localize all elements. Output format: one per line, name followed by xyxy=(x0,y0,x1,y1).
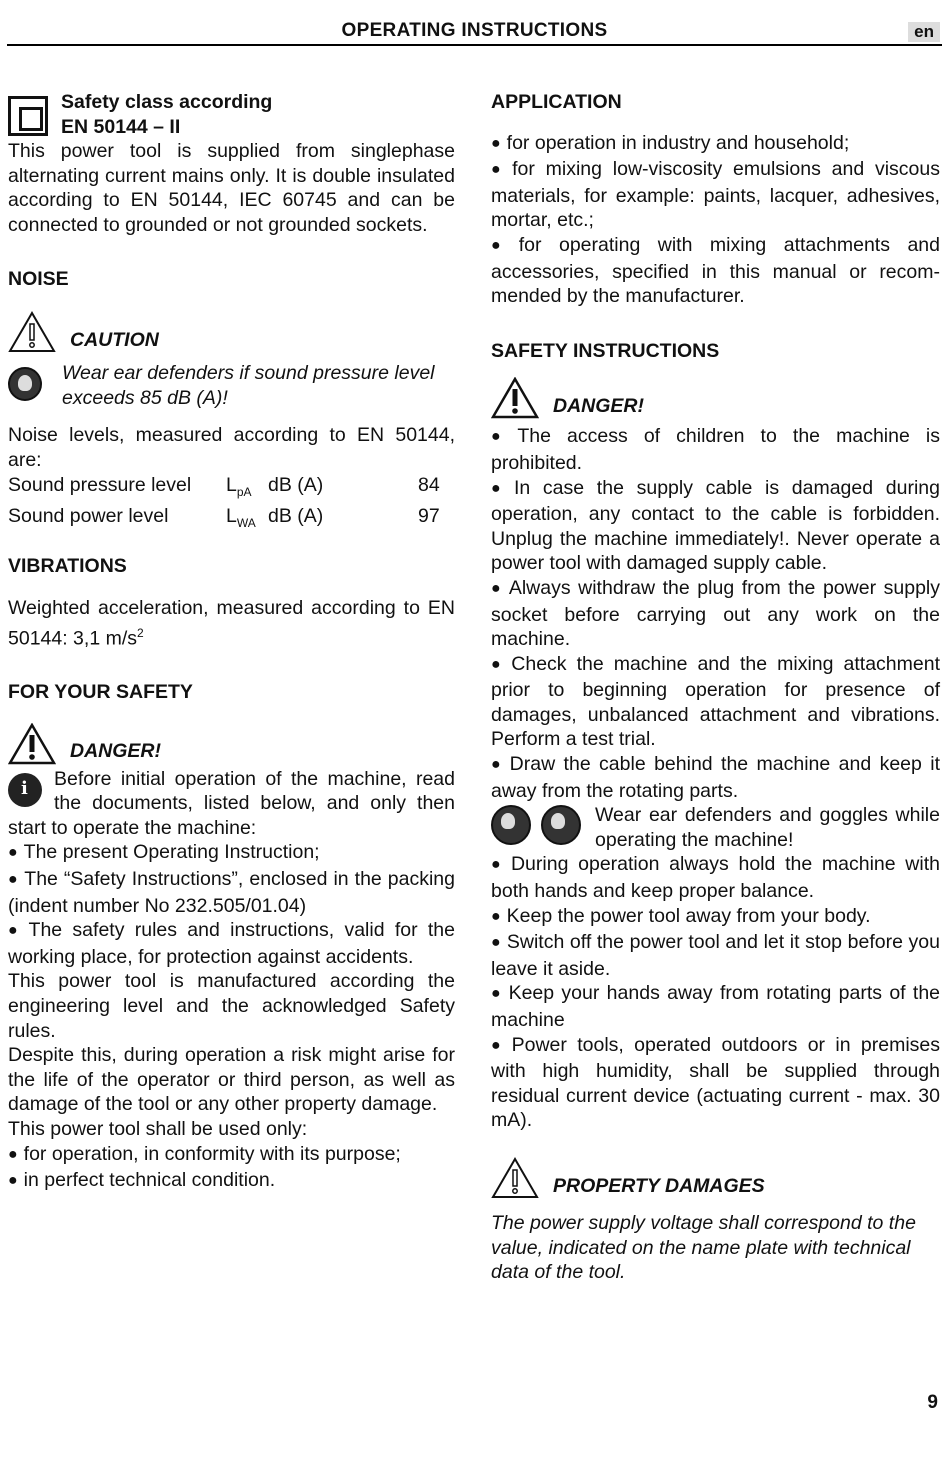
property-text: The power supply voltage shall correspond to the value, indicated on the name plate with technical data of the tool. xyxy=(491,1211,916,1284)
list-item: ● The safety rules and instructions, valid for the working place, for protection against accidents. xyxy=(8,918,455,969)
goggles-row xyxy=(491,803,940,852)
safety-class-block xyxy=(8,90,455,139)
safety-heading: FOR YOUR SAFETY xyxy=(8,681,193,703)
danger-row xyxy=(8,723,455,765)
read-docs-block xyxy=(8,767,455,841)
list-item: ● Keep the power tool away from your body. xyxy=(491,904,940,931)
measurement-value: 97 xyxy=(418,505,440,528)
safety-class-text: This power tool is supplied from singlephase alternating current mains only. It is double insulated according to EN 50144, IEC 60745 and can be connected to grounded or not grounded sockets. xyxy=(8,140,455,236)
list-item: ● Always withdraw the plug from the power supply socket before carrying out any work on the machine. xyxy=(491,576,940,652)
ear-defender-icon xyxy=(541,805,581,845)
safety-instructions-heading: SAFETY INSTRUCTIONS xyxy=(491,339,720,362)
measurement-row xyxy=(8,504,455,536)
manufactured-text: This power tool is manufactured according the engineering level and the acknowledged Safety rules. xyxy=(8,970,455,1042)
measurement-symbol: L xyxy=(226,505,237,528)
property-row xyxy=(491,1157,940,1199)
caution-row xyxy=(8,311,455,353)
manual-book-icon xyxy=(8,773,42,807)
list-item: ● for operation, in conformity with its purpose; xyxy=(8,1142,455,1169)
list-item: ● for mixing low-viscosity emulsions and viscous materials, for example: paints, lacquer, adhesives, mortar, etc.; xyxy=(491,157,940,233)
noise-heading: NOISE xyxy=(8,267,69,290)
goggles-text: Wear ear defenders and goggles while operating the machine! xyxy=(595,804,940,851)
measurement-row xyxy=(8,473,455,505)
measurement-subscript: WA xyxy=(236,516,256,531)
safety-class-title-1: Safety class according xyxy=(61,91,273,113)
double-insulation-icon xyxy=(8,96,48,136)
list-item: ● The present Operating Instruction; xyxy=(8,840,455,867)
list-item: ● Draw the cable behind the machine and keep it away from the rotating parts. xyxy=(491,752,940,803)
danger-label: DANGER! xyxy=(553,395,644,418)
list-item: ● for operating with mixing attachments and accessories, specified in this manual or recom-mended by the manufacturer. xyxy=(491,233,940,309)
list-item: ● During operation always hold the machine with both hands and keep proper balance. xyxy=(491,852,940,903)
measurement-label: Sound pressure level xyxy=(8,473,192,496)
caution-label: CAUTION xyxy=(70,328,159,351)
measurement-value: 84 xyxy=(418,473,440,496)
danger-row xyxy=(491,377,940,419)
list-item: ● Switch off the power tool and let it stop before you leave it aside. xyxy=(491,930,940,981)
vibrations-text: Weighted acceleration, measured according to EN 50144: 3,1 $m/s^2$ xyxy=(8,597,455,650)
measurement-label: Sound power level xyxy=(8,505,169,528)
ear-defender-icon xyxy=(8,367,42,401)
measurement-symbol: L xyxy=(226,473,237,496)
danger-triangle-icon xyxy=(491,377,539,419)
language-badge: en xyxy=(908,22,940,42)
measurement-subscript: pA xyxy=(236,484,252,499)
list-item: ● In case the supply cable is damaged during operation, any contact to the cable is forbidden. Unplug the machine immediately!. Never operate a power tool with damaged supply cable. xyxy=(491,476,940,576)
page-number: 9 xyxy=(927,1392,938,1413)
danger-triangle-icon xyxy=(8,723,56,765)
page-header xyxy=(7,18,942,46)
safety-class-title-2: EN 50144 – II xyxy=(61,115,181,138)
measurement-unit: dB (A) xyxy=(268,473,324,496)
list-item: ● Power tools, operated outdoors or in premises with high humidity, shall be supplied through residual current device (actuating current - max. 30 mA). xyxy=(491,1033,940,1133)
despite-text: Despite this, during operation a risk might arise for the life of the operator or third person, as well as damage of the tool or any other property damage. xyxy=(8,1044,455,1116)
vibrations-heading: VIBRATIONS xyxy=(8,554,127,577)
list-item: ● for operation in industry and household; xyxy=(491,131,940,158)
ear-warning-row xyxy=(8,361,455,410)
danger-label: DANGER! xyxy=(70,740,161,763)
right-column xyxy=(491,90,940,1285)
ear-warning-text: Wear ear defenders if sound pressure level exceeds 85 dB (A)! xyxy=(62,362,435,409)
application-heading: APPLICATION xyxy=(491,91,622,113)
warning-triangle-icon xyxy=(491,1157,539,1199)
header-title: OPERATING INSTRUCTIONS xyxy=(341,20,608,41)
left-column xyxy=(8,90,455,1195)
list-item: ● The access of children to the machine is prohibited. xyxy=(491,424,940,475)
goggles-icon xyxy=(491,805,531,845)
list-item: ● in perfect technical condition. xyxy=(8,1168,455,1195)
used-only-text: This power tool shall be used only: xyxy=(8,1117,308,1140)
list-item: ● Check the machine and the mixing attachment prior to beginning operation for presence of damages, unbalanced attachment and vibrations. Perform a test trial. xyxy=(491,652,940,752)
list-item: ● Keep your hands away from rotating parts of the machine xyxy=(491,981,940,1032)
warning-triangle-icon xyxy=(8,311,56,353)
read-intro: Before initial operation of the machine, read the documents, listed below, and only then start to operate the machine: xyxy=(8,767,455,839)
noise-intro: Noise levels, measured according to EN 50144, are: xyxy=(8,424,455,471)
property-label: PROPERTY DAMAGES xyxy=(553,1174,765,1197)
list-item: ● The “Safety Instructions”, enclosed in the packing (indent number No 232.505/01.04) xyxy=(8,867,455,918)
measurement-unit: dB (A) xyxy=(268,505,324,528)
